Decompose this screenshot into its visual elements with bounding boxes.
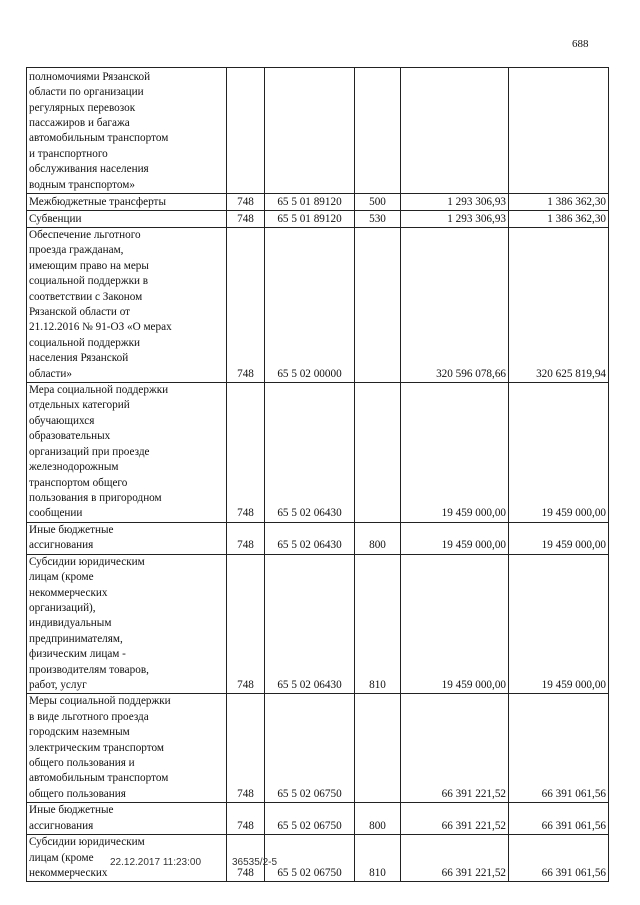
table-row [27,211,609,228]
expense-type-cell [355,228,401,383]
ministry-code-cell: 748 [227,803,265,835]
ministry-code-cell [227,68,265,194]
expense-type-cell [355,383,401,523]
ministry-code-cell: 748 [227,211,265,228]
target-article-cell: 65 5 02 06430 [265,522,355,554]
row-name-cell: Субвенции [27,211,227,228]
table-row [27,68,609,194]
target-article-cell: 65 5 02 06750 [265,803,355,835]
table-row [27,383,609,523]
sum-year-1-cell: 19 459 000,00 [401,522,509,554]
table-row [27,554,609,694]
ministry-code-cell: 748 [227,694,265,803]
table-row [27,803,609,835]
sum-year-1-cell: 19 459 000,00 [401,383,509,523]
target-article-cell: 65 5 02 06430 [265,554,355,694]
table-row [27,522,609,554]
target-article-cell: 65 5 02 00000 [265,228,355,383]
sum-year-2-cell [509,68,609,194]
sum-year-2-cell: 1 386 362,30 [509,211,609,228]
target-article-cell [265,68,355,194]
ministry-code-cell: 748 [227,194,265,211]
sum-year-1-cell: 320 596 078,66 [401,228,509,383]
table-row [27,694,609,803]
expense-type-cell: 500 [355,194,401,211]
sum-year-2-cell: 1 386 362,30 [509,194,609,211]
expense-type-cell [355,68,401,194]
sum-year-2-cell: 19 459 000,00 [509,522,609,554]
expense-type-cell: 530 [355,211,401,228]
ministry-code-cell: 748 [227,383,265,523]
ministry-code-cell: 748 [227,835,265,882]
sum-year-1-cell: 66 391 221,52 [401,694,509,803]
sum-year-2-cell: 19 459 000,00 [509,554,609,694]
sum-year-2-cell: 320 625 819,94 [509,228,609,383]
expense-type-cell: 800 [355,803,401,835]
row-name-cell: Меры социальной поддержки в виде льготного проезда городским наземным электрическим транспортом общего пользования и автомобильным транспортом общего пользования [27,694,227,803]
row-name-cell: Обеспечение льготного проезда гражданам, имеющим право на меры социальной поддержки в соответствии с Законом Рязанской области от 21.12.2016 № 91-ОЗ «О мерах социальной поддержки населения Рязанской области» [27,228,227,383]
expense-type-cell: 810 [355,835,401,882]
ministry-code-cell: 748 [227,228,265,383]
sum-year-1-cell: 1 293 306,93 [401,194,509,211]
table-row [27,194,609,211]
sum-year-2-cell: 66 391 061,56 [509,835,609,882]
sum-year-2-cell: 66 391 061,56 [509,803,609,835]
expense-type-cell: 810 [355,554,401,694]
row-name-cell: Субсидии юридическим лицам (кроме некоммерческих [27,835,227,882]
row-name-cell: Межбюджетные трансферты [27,194,227,211]
row-name-cell: Субсидии юридическим лицам (кроме некоммерческих организаций), индивидуальным предпринимателям, физическим лицам - производителям товаров, работ, услуг [27,554,227,694]
sum-year-1-cell [401,68,509,194]
target-article-cell: 65 5 02 06430 [265,383,355,523]
row-name-cell: Мера социальной поддержки отдельных категорий обучающихся образовательных организаций при проезде железнодорожным транспортом общего пользования в пригородном сообщении [27,383,227,523]
row-name-cell: Иные бюджетные ассигнования [27,522,227,554]
sum-year-1-cell: 19 459 000,00 [401,554,509,694]
sum-year-1-cell: 66 391 221,52 [401,803,509,835]
sum-year-1-cell: 66 391 221,52 [401,835,509,882]
target-article-cell: 65 5 02 06750 [265,694,355,803]
sum-year-2-cell: 66 391 061,56 [509,694,609,803]
sum-year-1-cell: 1 293 306,93 [401,211,509,228]
row-name-cell: Иные бюджетные ассигнования [27,803,227,835]
target-article-cell: 65 5 01 89120 [265,211,355,228]
ministry-code-cell: 748 [227,554,265,694]
ministry-code-cell: 748 [227,522,265,554]
expense-type-cell: 800 [355,522,401,554]
table-row [27,228,609,383]
target-article-cell: 65 5 01 89120 [265,194,355,211]
target-article-cell: 65 5 02 06750 [265,835,355,882]
footer-document-code: 36535/2-5 [232,857,278,868]
sum-year-2-cell: 19 459 000,00 [509,383,609,523]
budget-table [26,67,609,882]
page-number: 688 [572,38,589,50]
row-name-cell: полномочиями Рязанской области по организации регулярных перевозок пассажиров и багажа автомобильным транспортом и транспортного обслуживания населения водным транспортом» [27,68,227,194]
footer-timestamp: 22.12.2017 11:23:00 [110,857,202,868]
expense-type-cell [355,694,401,803]
